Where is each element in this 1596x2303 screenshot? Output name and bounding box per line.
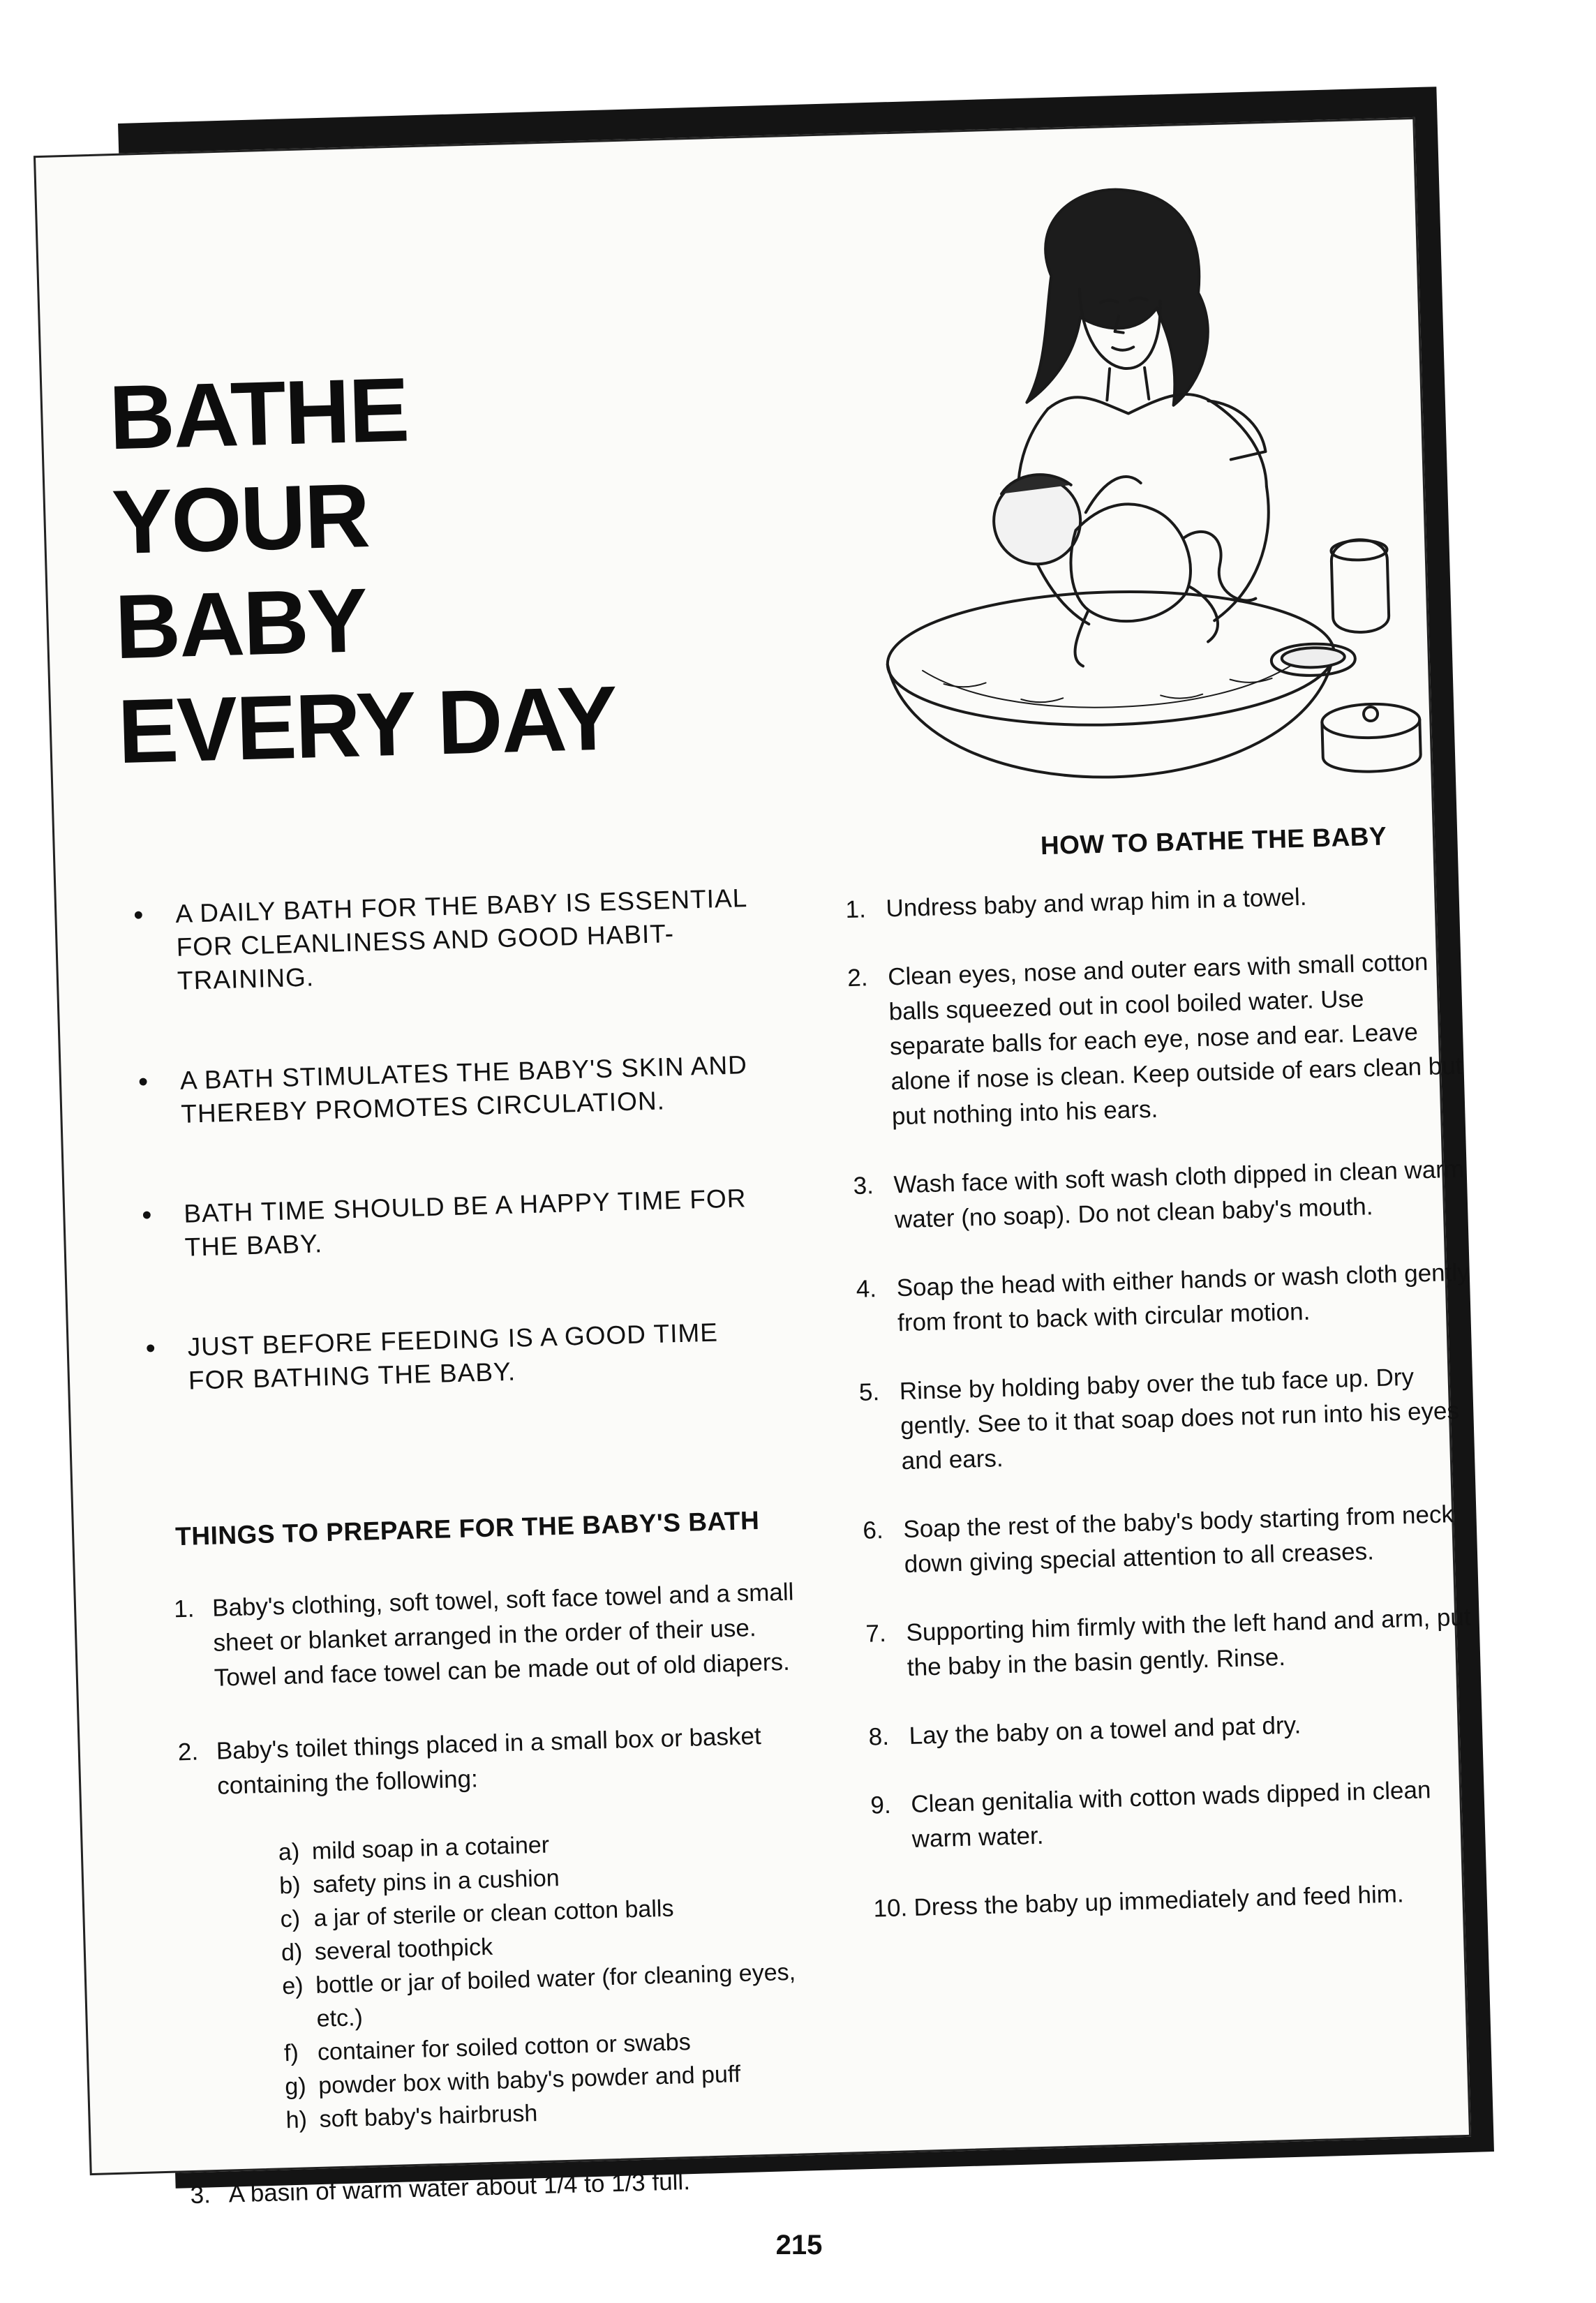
- sublist-text: bottle or jar of boiled water (for cleaning eyes, etc.): [315, 1958, 796, 2032]
- sublist-letter: g): [284, 2073, 307, 2101]
- step-text: Clean eyes, nose and outer ears with small cotton balls squeezed out in cool boiled water. Use separate balls for each eye, nose and ear. Leave alone if nose is clean. Keep outside of ears clean but put nothing into his ears.: [887, 948, 1463, 1131]
- sublist-letter: b): [278, 1872, 301, 1900]
- item-text: Baby's clothing, soft towel, soft face towel and a small sheet or blanket arranged in the order of their use. Towel and face towel can be made out of old diapers.: [211, 1578, 794, 1692]
- toilet-things-sublist: [278, 1820, 837, 2137]
- sublist-letter: f): [283, 2039, 299, 2067]
- howto-step: [865, 1600, 1481, 1687]
- step-text: Undress baby and wrap him in a towel.: [886, 883, 1307, 923]
- step-number: 3.: [853, 1172, 874, 1200]
- page-number: 215: [775, 2230, 823, 2260]
- intro-bullet: [145, 1315, 761, 1399]
- title-line: YOUR: [110, 464, 371, 574]
- intro-bullet-list: [133, 881, 763, 1465]
- step-text: Clean genitalia with cotton wads dipped in clean warm water.: [910, 1776, 1431, 1853]
- bullet-text: JUST BEFORE FEEDING IS A GOOD TIME FOR BATHING THE BABY.: [187, 1318, 719, 1395]
- sublist-text: mild soap in a cotainer: [311, 1831, 550, 1865]
- step-number: 2.: [847, 964, 869, 992]
- prepare-list: [174, 1574, 841, 2251]
- step-text: Supporting him firmly with the left hand and arm, put the baby in the basin gently. Rinse.: [906, 1603, 1472, 1682]
- step-number: 6.: [862, 1516, 884, 1544]
- item-text: Baby's toilet things placed in a small box or basket containing the following:: [216, 1722, 762, 1800]
- howto-steps-list: [845, 876, 1489, 1960]
- item-number: 3.: [190, 2181, 211, 2209]
- prepare-item: [174, 1574, 826, 1697]
- howto-step: [858, 1358, 1475, 1480]
- step-number: 1.: [845, 895, 867, 924]
- step-number: 4.: [856, 1275, 877, 1303]
- step-text: Dress the baby up immediately and feed him.: [913, 1880, 1405, 1921]
- page-title: [107, 351, 618, 784]
- sublist-text: a jar of sterile or clean cotton balls: [313, 1895, 674, 1932]
- sublist-text: soft baby's hairbrush: [319, 2100, 538, 2133]
- step-text: Soap the rest of the baby's body starting from neck down giving special attention to all creases.: [902, 1500, 1454, 1579]
- howto-step: [868, 1703, 1483, 1755]
- bullet-text: A BATH STIMULATES THE BABY'S SKIN AND THEREBY PROMOTES CIRCULATION.: [179, 1050, 748, 1128]
- step-text: Lay the baby on a towel and pat dry.: [909, 1711, 1302, 1750]
- howto-step: [845, 876, 1460, 928]
- item-number: 1.: [173, 1595, 195, 1623]
- intro-bullet: [137, 1048, 753, 1133]
- intro-bullet: [133, 881, 750, 999]
- step-number: 10.: [873, 1894, 908, 1923]
- howto-step: [853, 1152, 1468, 1239]
- step-text: Rinse by holding baby over the tub face up. Dry gently. See to it that soap does not run into his eyes and ears.: [899, 1363, 1460, 1475]
- sublist-text: safety pins in a cushion: [312, 1865, 560, 1898]
- prepare-item: [177, 1717, 837, 2140]
- step-text: Soap the head with either hands or wash cloth gently from front to back with circular motion.: [896, 1258, 1470, 1337]
- title-line: EVERY DAY: [117, 666, 618, 783]
- sublist-letter: c): [280, 1905, 301, 1933]
- bullet-text: BATH TIME SHOULD BE A HAPPY TIME FOR THE BABY.: [183, 1184, 747, 1262]
- prepare-section-title: THINGS TO PREPARE FOR THE BABY'S BATH: [174, 1505, 760, 1551]
- bullet-icon: •: [137, 1066, 149, 1098]
- title-line: BABY: [113, 569, 368, 678]
- item-text: A basin of warm water about 1/4 to 1/3 full.: [228, 2168, 691, 2208]
- bullet-icon: •: [145, 1332, 157, 1364]
- bullet-text: A DAILY BATH FOR THE BABY IS ESSENTIAL FOR CLEANLINESS AND GOOD HABIT-TRAINING.: [174, 884, 747, 995]
- sublist-text: several toothpick: [314, 1933, 493, 1965]
- intro-bullet: [142, 1182, 757, 1266]
- sublist-letter: h): [285, 2106, 308, 2134]
- mother-bathing-baby-illustration: [867, 168, 1429, 825]
- howto-step: [873, 1875, 1488, 1927]
- prepare-item: [190, 2160, 840, 2213]
- sublist-text: powder box with baby's powder and puff: [318, 2060, 741, 2099]
- sublist-letter: d): [281, 1939, 303, 1967]
- step-text: Wash face with soft wash cloth dipped in clean warm water (no soap). Do not clean baby's mouth.: [893, 1155, 1465, 1234]
- bullet-icon: •: [141, 1200, 154, 1231]
- item-number: 2.: [177, 1738, 199, 1766]
- page-sheet: [33, 117, 1472, 2209]
- sublist-text: container for soiled cotton or swabs: [317, 2028, 692, 2066]
- sublist-letter: a): [278, 1838, 300, 1866]
- step-number: 9.: [870, 1791, 892, 1819]
- step-number: 5.: [858, 1378, 880, 1406]
- sublist-letter: e): [281, 1972, 304, 2000]
- howto-step: [847, 944, 1466, 1135]
- howto-section-title: HOW TO BATHE THE BABY: [1040, 821, 1387, 860]
- title-line: BATHE: [107, 358, 410, 469]
- howto-step: [856, 1255, 1471, 1342]
- step-number: 7.: [865, 1619, 887, 1648]
- howto-step: [870, 1771, 1486, 1858]
- bullet-icon: •: [133, 900, 145, 931]
- howto-step: [863, 1496, 1478, 1583]
- step-number: 8.: [868, 1722, 890, 1751]
